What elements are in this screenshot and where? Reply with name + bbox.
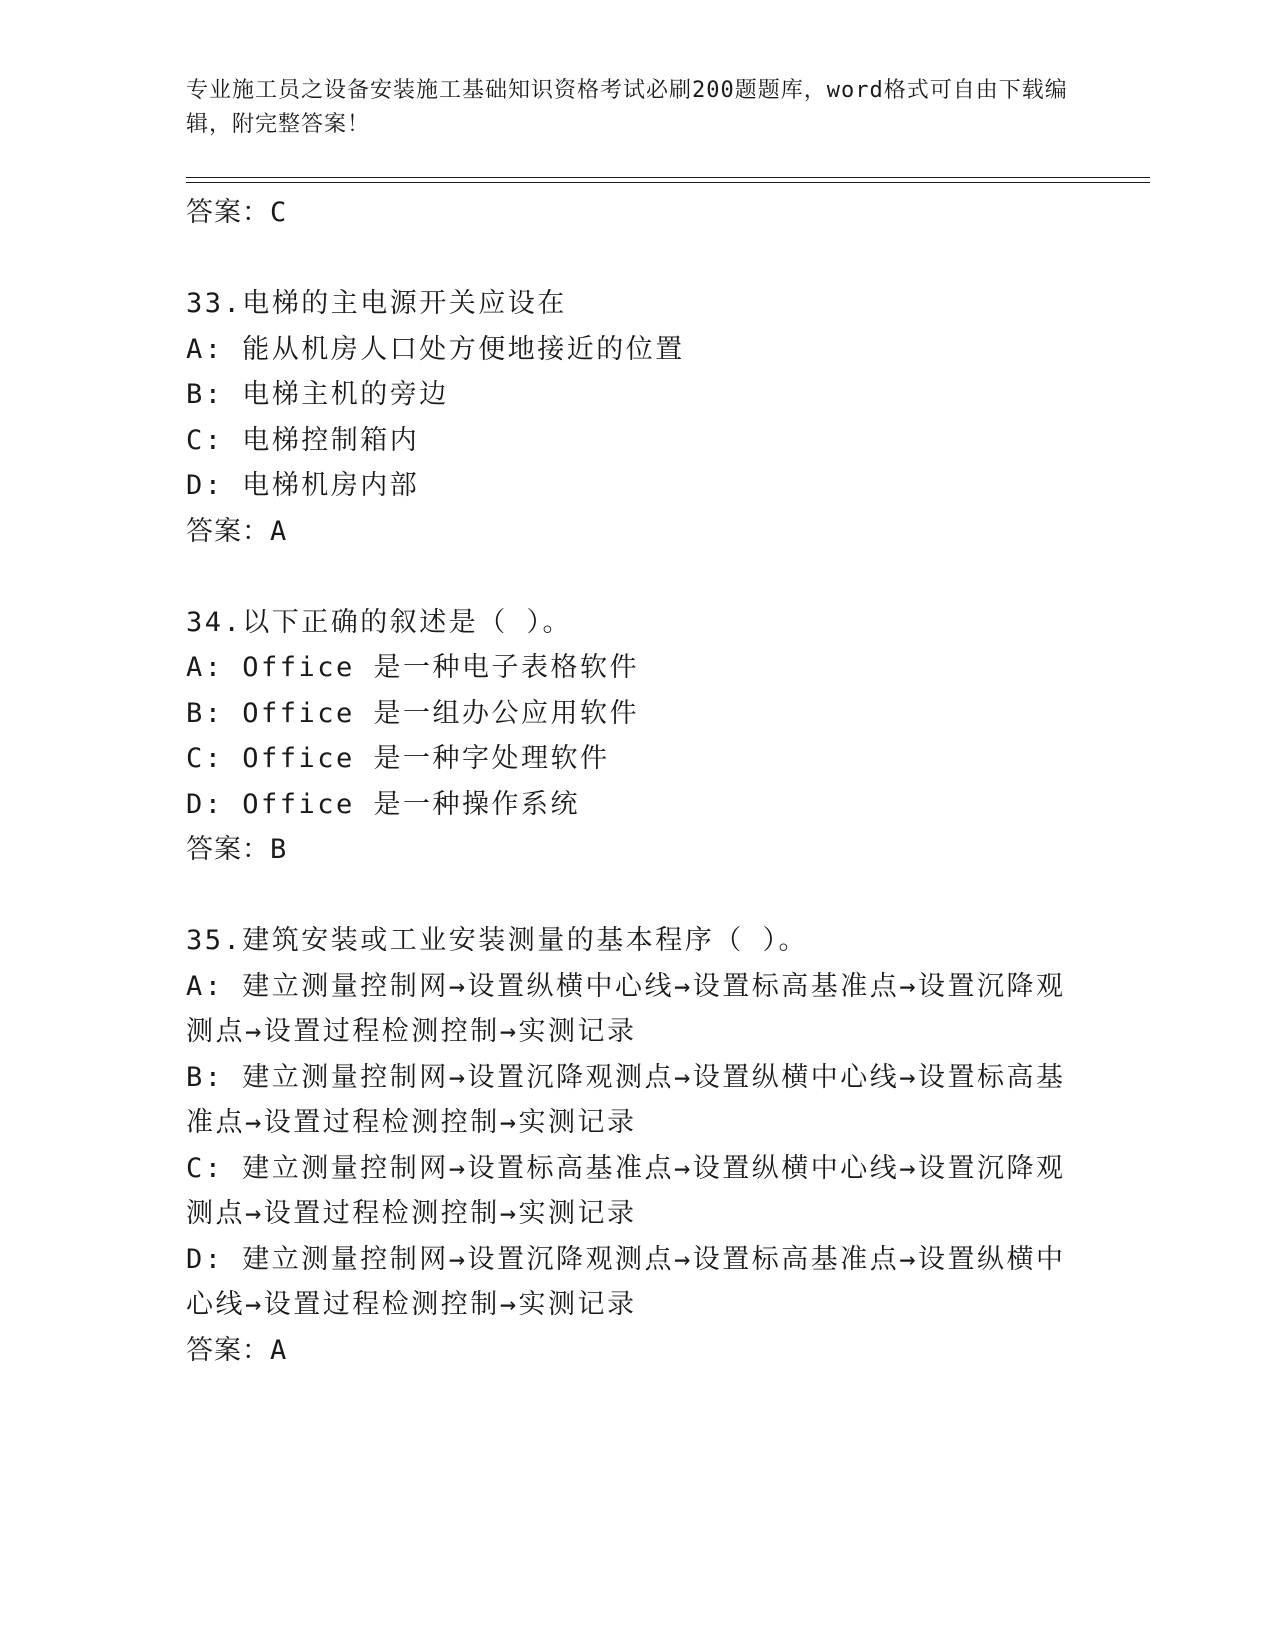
question-35 [186,918,1086,1373]
option-b: B: Office 是一组办公应用软件 [186,697,640,729]
option-b: B: 建立测量控制网→设置沉降观测点→设置纵横中心线→设置标高基准点→设置过程检测控制→实测记录 [186,1061,1066,1138]
option-b: B: 电梯主机的旁边 [186,379,449,410]
option-a: A: 建立测量控制网→设置纵横中心线→设置标高基准点→设置沉降观测点→设置过程检测控制→实测记录 [186,970,1066,1047]
option-c: C: Office 是一种字处理软件 [186,743,610,774]
option-a: A: Office 是一种电子表格软件 [186,652,640,683]
question-list [186,190,1086,1373]
answer-line: 答案：A [186,1334,288,1366]
option-d: D: 电梯机房内部 [186,470,420,501]
answer-line: 答案：A [186,515,288,547]
question-34 [186,600,1086,873]
header-rule-bottom [186,182,1150,183]
option-a: A: 能从机房人口处方便地接近的位置 [186,333,685,365]
option-c: C: 建立测量控制网→设置标高基准点→设置纵横中心线→设置沉降观测点→设置过程检测控制→实测记录 [186,1152,1066,1229]
question-stem: 33.电梯的主电源开关应设在 [186,288,567,319]
answer-line: 答案：B [186,834,288,865]
question-stem: 34.以下正确的叙述是（ ）。 [186,606,573,638]
option-c: C: 电梯控制箱内 [186,424,420,456]
answer-line: 答案：C [186,197,288,228]
question-stem: 35.建筑安装或工业安装测量的基本程序（ ）。 [186,925,809,956]
question-33 [186,281,1086,554]
option-d: D: Office 是一种操作系统 [186,788,581,820]
option-d: D: 建立测量控制网→设置沉降观测点→设置标高基准点→设置纵横中心线→设置过程检测控制→实测记录 [186,1243,1066,1320]
document-header: 专业施工员之设备安装施工基础知识资格考试必刷200题题库，word格式可自由下载编辑，附完整答案！ [186,78,1068,137]
header-rule-top [186,177,1150,178]
